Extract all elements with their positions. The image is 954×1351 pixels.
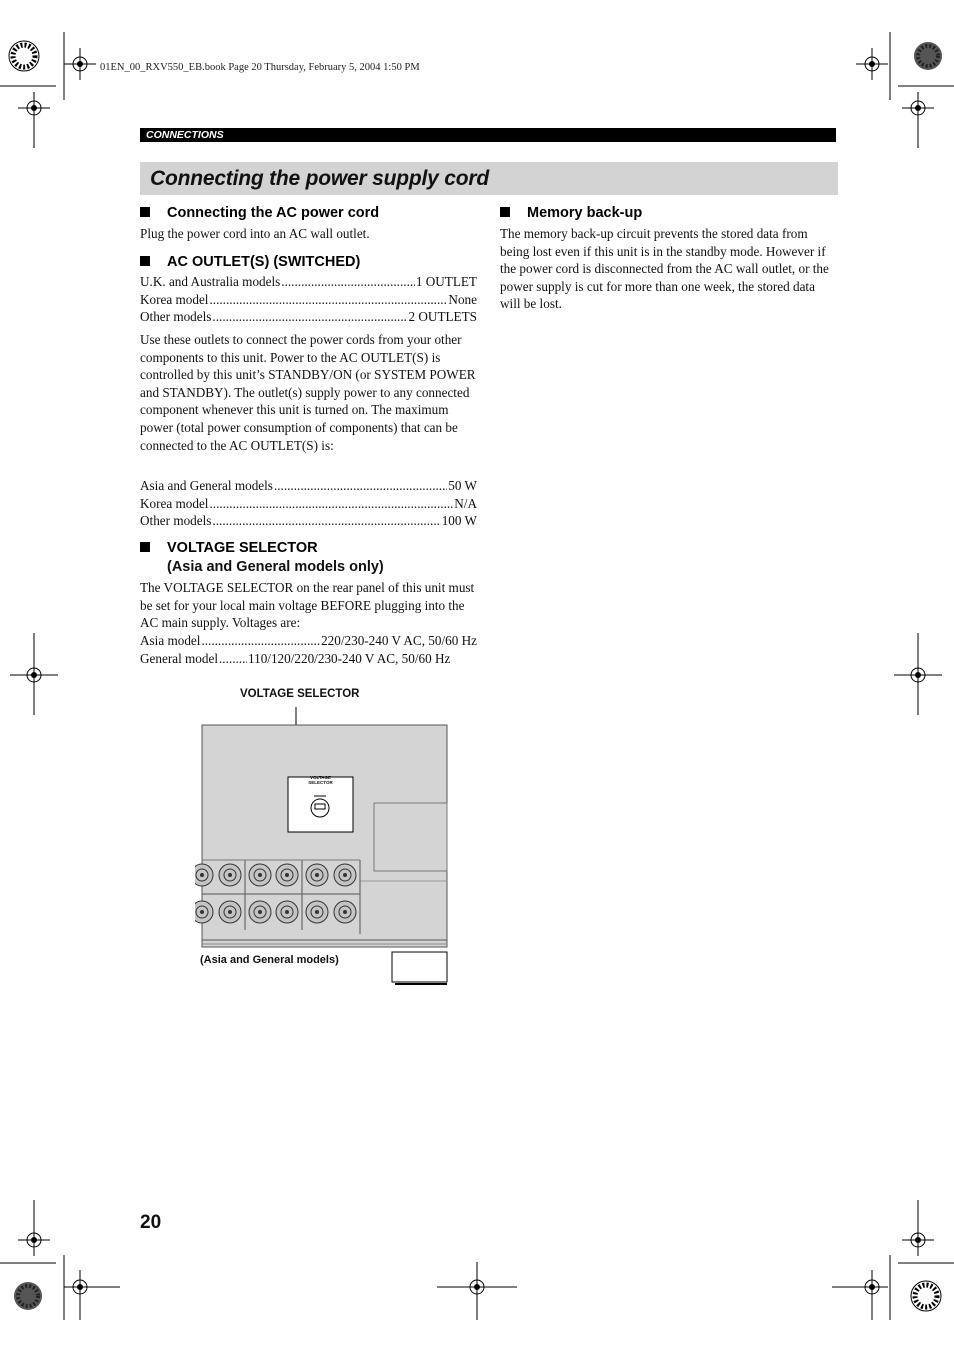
heading-voltage-selector: VOLTAGE SELECTOR bbox=[140, 540, 318, 556]
bullet-square-icon bbox=[500, 207, 510, 217]
voltage-text: The VOLTAGE SELECTOR on the rear panel of this unit must be set for your local main voltage BEFORE plugging into the AC main supply. Voltages are: bbox=[140, 580, 475, 631]
voltage-table bbox=[140, 632, 477, 667]
outlet-table bbox=[140, 273, 477, 326]
figure-callout-label: VOLTAGE SELECTOR bbox=[240, 688, 360, 700]
heading-ac-outlets: AC OUTLET(S) (SWITCHED) bbox=[140, 254, 360, 270]
heading-memory-backup: Memory back-up bbox=[500, 205, 642, 221]
page-title: Connecting the power supply cord bbox=[150, 167, 489, 190]
power-row: Other models ..... 100 W bbox=[140, 512, 477, 530]
memory-text: The memory back-up circuit prevents the stored data from being lost even if this unit is in the standby mode. However if the power cord is disconnected from the AC wall outlet, or the power supply is cut for more than one week, the stored data will be lost. bbox=[500, 226, 829, 312]
selector-panel-label: VOLTAGE SELECTOR bbox=[308, 775, 333, 785]
power-row: Korea model ..... N/A bbox=[140, 495, 477, 513]
bullet-square-icon bbox=[140, 542, 150, 552]
page-title-box bbox=[140, 162, 838, 195]
figure-caption: (Asia and General models) bbox=[200, 954, 339, 966]
outlet-row: Korea model ..... None bbox=[140, 291, 477, 309]
heading-voltage-selector-sub: (Asia and General models only) bbox=[167, 559, 384, 575]
outlet-row: U.K. and Australia models ..... 1 OUTLET bbox=[140, 273, 477, 291]
power-table bbox=[140, 477, 477, 530]
voltage-row: General model ..... 110/120/220/230-240 V AC, 50/60 Hz bbox=[140, 650, 477, 668]
voltage-row: Asia model ..... 220/230-240 V AC, 50/60 Hz bbox=[140, 632, 477, 650]
outlet-row: Other models ..... 2 OUTLETS bbox=[140, 308, 477, 326]
heading-ac-power-cord: Connecting the AC power cord bbox=[140, 205, 379, 221]
printer-line: 01EN_00_RXV550_EB.book Page 20 Thursday, February 5, 2004 1:50 PM bbox=[100, 62, 420, 73]
section-label: CONNECTIONS bbox=[146, 129, 224, 141]
rear-panel-figure bbox=[195, 700, 455, 990]
bullet-square-icon bbox=[140, 256, 150, 266]
power-row: Asia and General models ..... 50 W bbox=[140, 477, 477, 495]
outlets-text: Use these outlets to connect the power cords from your other components to this unit. Power to the AC OUTLET(S) is controlled by this unit’s STANDBY/ON (or SYSTEM POWER and STANDBY). The outlet(s) supply power to any connected component whenever this unit is turned on. The maximum power (total power consumption of components) that can be connected to the AC OUTLET(S) is: bbox=[140, 332, 476, 453]
section-header-bar bbox=[140, 128, 836, 142]
bullet-square-icon bbox=[140, 207, 150, 217]
page-number: 20 bbox=[140, 1212, 162, 1233]
ac-cord-text: Plug the power cord into an AC wall outlet. bbox=[140, 226, 370, 241]
